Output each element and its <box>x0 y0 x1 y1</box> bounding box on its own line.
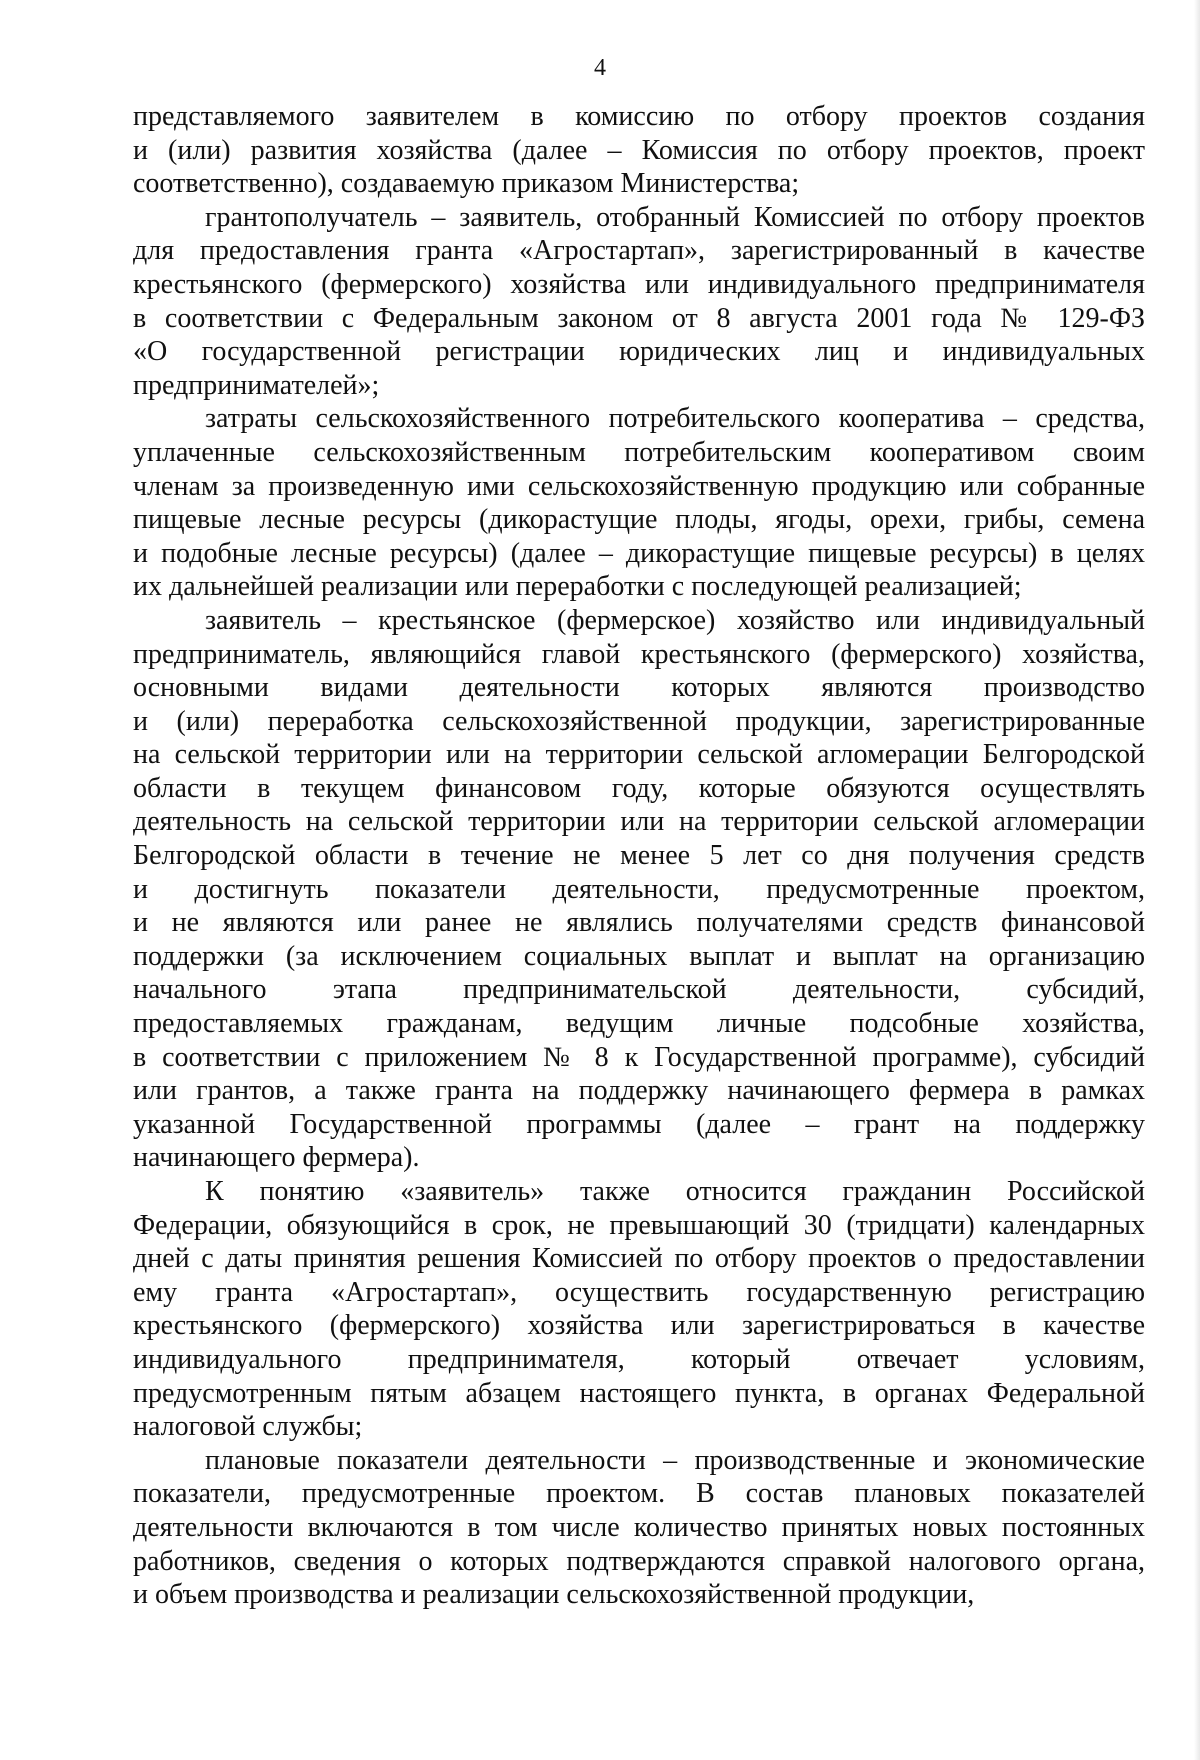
paragraph <box>133 604 1145 1175</box>
document-body <box>133 100 1145 1612</box>
text-line: представляемого заявителем в комиссию по отбору проектов создания <box>133 101 1145 132</box>
text-line: и (или) развития хозяйства (далее – Комиссия по отбору проектов, проект <box>133 134 1145 166</box>
text-line: предприниматель, являющийся главой крестьянского (фермерского) хозяйства, <box>133 638 1145 670</box>
text-line: основными видами деятельности которых являются производство <box>133 672 1145 704</box>
text-line: предпринимателей»; <box>133 369 380 401</box>
text-line: Белгородской области в течение не менее 5 лет со дня получения средств <box>133 840 1145 872</box>
text-line: деятельности включаются в том числе количество принятых новых постоянных <box>133 1511 1145 1543</box>
text-line: и достигнуть показатели деятельности, предусмотренные проектом, <box>133 873 1145 905</box>
text-line: плановые показатели деятельности – производственные и экономические <box>205 1444 1145 1476</box>
paragraph <box>133 1175 1145 1444</box>
text-line: и объем производства и реализации сельскохозяйственной продукции, <box>133 1579 975 1611</box>
text-line: их дальнейшей реализации или переработки с последующей реализацией; <box>133 571 1022 603</box>
text-line: показатели, предусмотренные проектом. В состав плановых показателей <box>133 1478 1145 1510</box>
text-line: указанной Государственной программы (далее – грант на поддержку <box>133 1108 1145 1140</box>
text-line: грантополучатель – заявитель, отобранный Комиссией по отбору проектов <box>205 201 1145 233</box>
text-line: или грантов, а также гранта на поддержку начинающего фермера в рамках <box>133 1075 1145 1107</box>
text-line: области в текущем финансовом году, которые обязуются осуществлять <box>133 772 1145 804</box>
text-line: начинающего фермера). <box>133 1142 420 1174</box>
text-line: налоговой службы; <box>133 1411 363 1443</box>
text-line: на сельской территории или на территории сельской агломерации Белгородской <box>133 739 1145 771</box>
text-line: поддержки (за исключением социальных выплат и выплат на организацию <box>133 940 1145 972</box>
text-line: и (или) переработка сельскохозяйственной продукции, зарегистрированные <box>133 705 1145 737</box>
text-line: «О государственной регистрации юридических лиц и индивидуальных <box>133 336 1145 368</box>
text-line: Федерации, обязующийся в срок, не превышающий 30 (тридцати) календарных <box>133 1209 1145 1241</box>
paragraph <box>133 402 1145 604</box>
scan-edge-shadow <box>1194 0 1200 1760</box>
text-line: заявитель – крестьянское (фермерское) хозяйство или индивидуальный <box>205 604 1145 636</box>
text-line: уплаченные сельскохозяйственным потребительским кооперативом своим <box>133 436 1145 468</box>
text-line: крестьянского (фермерского) хозяйства или зарегистрироваться в качестве <box>133 1310 1145 1342</box>
text-line: работников, сведения о которых подтверждаются справкой налогового органа, <box>133 1545 1145 1577</box>
text-line: в соответствии с приложением № 8 к Государственной программе), субсидий <box>133 1041 1145 1073</box>
text-line: начального этапа предпринимательской деятельности, субсидий, <box>133 974 1145 1006</box>
text-line: К понятию «заявитель» также относится гражданин Российской <box>205 1176 1145 1207</box>
text-line: членам за произведенную ими сельскохозяйственную продукцию или собранные <box>133 470 1145 502</box>
text-line: и подобные лесные ресурсы) (далее – дикорастущие пищевые ресурсы) в целях <box>133 537 1145 569</box>
text-line: затраты сельскохозяйственного потребительского кооператива – средства, <box>205 403 1145 435</box>
paragraph <box>133 201 1145 403</box>
paragraph <box>133 1444 1145 1612</box>
text-line: предусмотренным пятым абзацем настоящего пункта, в органах Федеральной <box>133 1377 1145 1409</box>
text-line: пищевые лесные ресурсы (дикорастущие плоды, ягоды, орехи, грибы, семена <box>133 504 1145 536</box>
text-line: для предоставления гранта «Агростартап», зарегистрированный в качестве <box>133 235 1145 267</box>
text-line: ему гранта «Агростартап», осуществить государственную регистрацию <box>133 1276 1145 1308</box>
paragraph <box>133 100 1145 201</box>
text-line: индивидуального предпринимателя, который отвечает условиям, <box>133 1343 1145 1375</box>
page-number: 4 <box>594 55 606 81</box>
text-line: деятельность на сельской территории или на территории сельской агломерации <box>133 806 1145 838</box>
text-line: предоставляемых гражданам, ведущим личные подсобные хозяйства, <box>133 1008 1145 1040</box>
text-line: крестьянского (фермерского) хозяйства или индивидуального предпринимателя <box>133 268 1145 300</box>
text-line: в соответствии с Федеральным законом от 8 августа 2001 года № 129-ФЗ <box>133 302 1145 334</box>
text-line: и не являются или ранее не являлись получателями средств финансовой <box>133 907 1145 939</box>
text-line: соответственно), создаваемую приказом Министерства; <box>133 168 800 200</box>
text-line: дней с даты принятия решения Комиссией по отбору проектов о предоставлении <box>133 1243 1145 1275</box>
